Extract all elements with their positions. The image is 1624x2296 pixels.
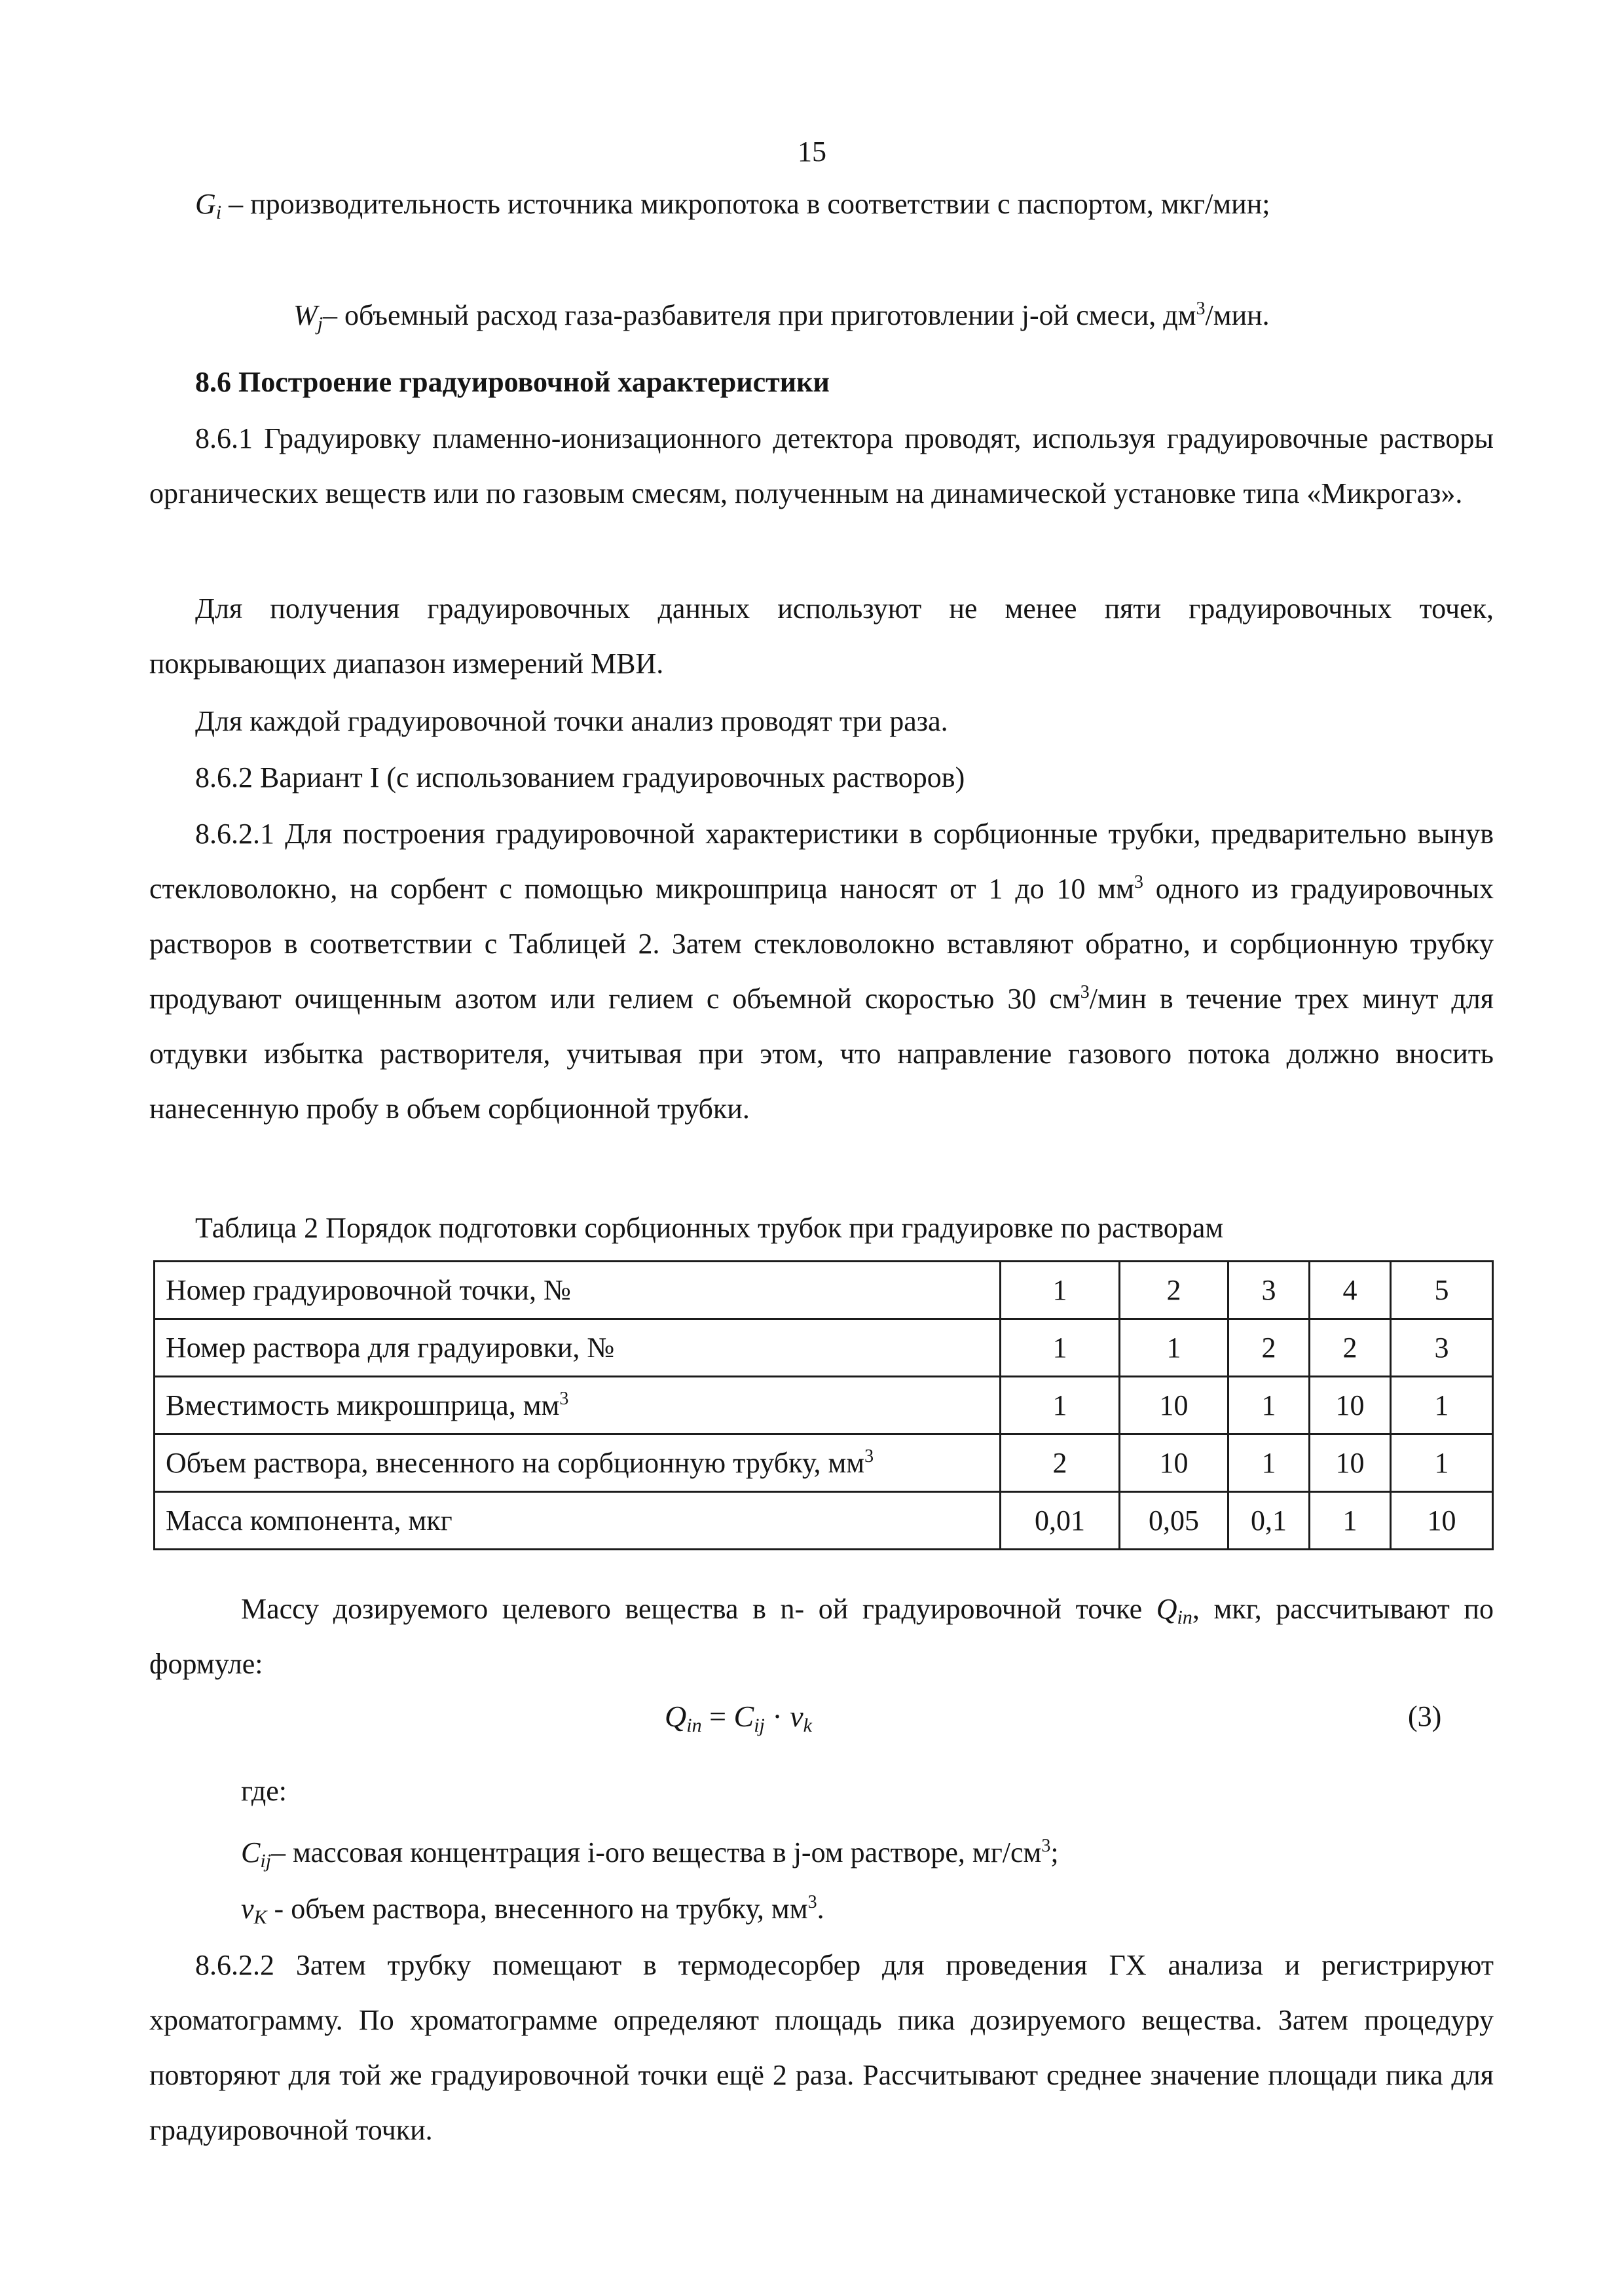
w-subscript: j xyxy=(317,313,323,335)
q-symbol: Q xyxy=(1156,1593,1177,1625)
superscript: 3 xyxy=(1080,982,1090,1002)
equation-number: (3) xyxy=(1408,1700,1442,1732)
formula-c-subscript: ij xyxy=(754,1715,765,1736)
table-cell: 3 xyxy=(1228,1262,1310,1319)
definition-w-unit: /мин. xyxy=(1205,299,1270,331)
c-symbol: C xyxy=(241,1836,261,1868)
definition-g xyxy=(149,177,1494,232)
row-label xyxy=(155,1434,1001,1492)
table-row xyxy=(155,1319,1493,1377)
formula-v: v xyxy=(790,1700,803,1733)
definition-g-text: – производительность источника микропотока в соответствии с паспортом, мкг/мин; xyxy=(221,188,1270,220)
v-subscript: K xyxy=(253,1906,267,1928)
superscript: 3 xyxy=(1041,1836,1051,1856)
table-cell: 1 xyxy=(1120,1319,1228,1377)
superscript: 3 xyxy=(1134,872,1143,892)
formula-v-subscript: k xyxy=(803,1715,812,1736)
paragraph-variant-1: 8.6.2 Вариант I (с использованием градуировочных растворов) xyxy=(195,761,965,793)
table-cell: 10 xyxy=(1120,1434,1228,1492)
table-cell: 2 xyxy=(1310,1319,1391,1377)
row-label: Номер градуировочной точки, № xyxy=(155,1262,1001,1319)
table-cell: 2 xyxy=(1120,1262,1228,1319)
table-cell: 4 xyxy=(1310,1262,1391,1319)
table-cell: 1 xyxy=(1391,1377,1493,1434)
definition-c xyxy=(241,1825,1485,1880)
table-cell: 5 xyxy=(1391,1262,1493,1319)
paragraph-8-6-2-1-part-a: 8.6.2.1 Для построения градуировочной характеристики в сорбционные трубки, предварительно вынув стекловолокно, на сорбент с помощью микрошприца наносят от 1 до 10 мм xyxy=(149,818,1494,905)
definition-w xyxy=(195,288,1494,343)
table-row xyxy=(155,1492,1493,1550)
w-superscript: 3 xyxy=(1196,299,1206,319)
table-cell: 2 xyxy=(1228,1319,1310,1377)
table-cell: 1 xyxy=(1310,1492,1391,1550)
row-label: Масса компонента, мкг xyxy=(155,1492,1001,1550)
calibration-table xyxy=(153,1260,1494,1550)
formula-intro-text: Массу дозируемого целевого вещества в n- ой градуировочной точке xyxy=(241,1593,1156,1625)
table-row xyxy=(155,1434,1493,1492)
formula-q-subscript: in xyxy=(686,1715,702,1736)
definition-c-text: – массовая концентрация i-ого вещества в j-ом растворе, мг/см xyxy=(271,1836,1042,1868)
definition-w-text: – объемный расход газа-разбавителя при приготовлении j-ой смеси, дм xyxy=(323,299,1196,331)
v-symbol: v xyxy=(241,1893,254,1925)
superscript: 3 xyxy=(807,1892,817,1912)
table-cell: 10 xyxy=(1391,1492,1493,1550)
paragraph-three-runs: Для каждой градуировочной точки анализ проводят три раза. xyxy=(195,705,948,737)
row-label-text: Объем раствора, внесенного на сорбционную трубку, мм xyxy=(166,1446,865,1479)
w-symbol: W xyxy=(293,299,318,331)
punctuation: ; xyxy=(1050,1836,1059,1868)
formula-intro-text-end: , мкг, рассчитывают по формуле: xyxy=(149,1593,1494,1680)
table-cell: 1 xyxy=(1228,1434,1310,1492)
superscript: 3 xyxy=(864,1446,874,1467)
formula-q: Q xyxy=(665,1700,687,1733)
table-cell: 10 xyxy=(1120,1377,1228,1434)
paragraph-8-6-2-2: 8.6.2.2 Затем трубку помещают в термодесорбер для проведения ГХ анализа и регистрируют хроматограмму. По хроматограмме определяют площадь пика дозируемого вещества. Затем процедуру повторяют для той же градуировочной точки ещё 2 раза. Рассчитывают среднее значение площади пика для градуировочной точки. xyxy=(149,1949,1494,2146)
where-label: где: xyxy=(241,1775,287,1807)
formula-c: C xyxy=(733,1700,754,1733)
definition-v-text: - объем раствора, внесенного на трубку, мм xyxy=(267,1893,808,1925)
table-cell: 3 xyxy=(1391,1319,1493,1377)
formula-intro xyxy=(149,1582,1494,1692)
table-cell: 2 xyxy=(1001,1434,1120,1492)
table-cell: 0,1 xyxy=(1228,1492,1310,1550)
punctuation: . xyxy=(817,1893,824,1925)
table-cell: 1 xyxy=(1391,1434,1493,1492)
c-subscript: ij xyxy=(260,1850,272,1872)
paragraph-8-6-2-1-part-c: /мин в течение трех минут для отдувки избытка растворителя, учитывая при этом, что направление газового потока должно вносить нанесенную пробу в объем сорбционной трубки. xyxy=(149,983,1494,1125)
table-row xyxy=(155,1262,1493,1319)
table-cell: 0,01 xyxy=(1001,1492,1120,1550)
superscript: 3 xyxy=(559,1388,569,1409)
table-cell: 1 xyxy=(1001,1319,1120,1377)
table-cell: 1 xyxy=(1001,1262,1120,1319)
row-label: Номер раствора для градуировки, № xyxy=(155,1319,1001,1377)
row-label xyxy=(155,1377,1001,1434)
table-cell: 0,05 xyxy=(1120,1492,1228,1550)
g-subscript: i xyxy=(215,202,222,223)
q-subscript: in xyxy=(1177,1607,1192,1628)
page-number: 15 xyxy=(798,136,826,168)
definition-v xyxy=(241,1882,1485,1937)
table-cell: 10 xyxy=(1310,1434,1391,1492)
formula-3: $Q_{in} = C_{ij} \cdot v_k$ xyxy=(665,1700,812,1736)
section-heading: 8.6 Построение градуировочной характеристики xyxy=(195,366,830,398)
paragraph-8-6-2-1-part-b: одного из градуировочных растворов в соответствии с Таблицей 2. Затем стекловолокно вставляют обратно, и сорбционную трубку продувают очищенным азотом или гелием с объемной скоростью 30 см xyxy=(149,873,1494,1015)
table-row xyxy=(155,1377,1493,1434)
table-cell: 1 xyxy=(1228,1377,1310,1434)
table-caption: Таблица 2 Порядок подготовки сорбционных трубок при градуировке по растворам xyxy=(195,1212,1224,1244)
table-cell: 1 xyxy=(1001,1377,1120,1434)
paragraph-calibration-points: Для получения градуировочных данных используют не менее пяти градуировочных точек, покрывающих диапазон измерений МВИ. xyxy=(149,592,1494,680)
row-label-text: Вместимость микрошприца, мм xyxy=(166,1389,560,1421)
g-symbol: G xyxy=(195,188,216,220)
paragraph-8-6-1: 8.6.1 Градуировку пламенно-ионизационного детектора проводят, используя градуировочные растворы органических веществ или по газовым смесям, полученным на динамической установке типа «Микрогаз». xyxy=(149,422,1494,509)
paragraph-8-6-2-1 xyxy=(149,807,1494,1137)
table-cell: 10 xyxy=(1310,1377,1391,1434)
